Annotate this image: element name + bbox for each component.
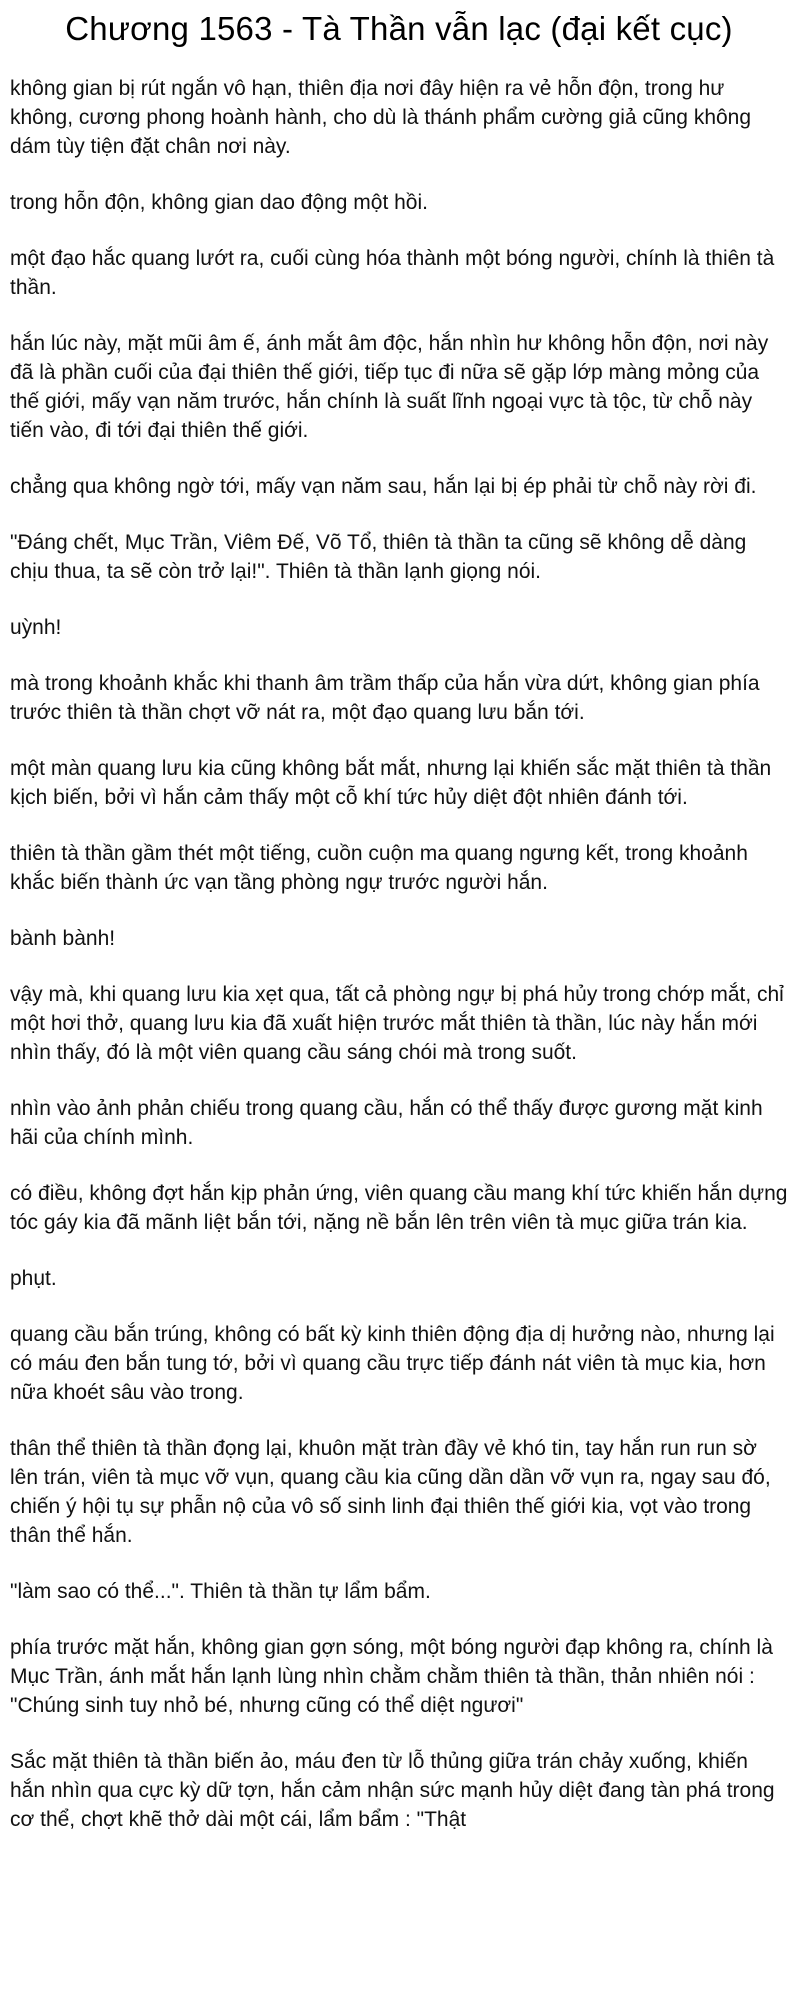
paragraph-8: mà trong khoảnh khắc khi thanh âm trầm thấp của hắn vừa dứt, không gian phía trước thiên tà thần chợt vỡ nát ra, một đạo quang lưu bắn tới. bbox=[10, 672, 760, 724]
paragraph-17: thân thể thiên tà thần đọng lại, khuôn mặt tràn đầy vẻ khó tin, tay hắn run run sờ lên trán, viên tà mục vỡ vụn, quang cầu kia cũng dần dần vỡ vụn ra, ngay sau đó, chiến ý hội tụ sự phẫn nộ của vô số sinh linh đại thiên thế giới kia, vọt vào trong thân thể hắn. bbox=[10, 1437, 771, 1547]
paragraph-13: nhìn vào ảnh phản chiếu trong quang cầu, hắn có thể thấy được gương mặt kinh hãi của chính mình. bbox=[10, 1097, 763, 1149]
paragraph-1: không gian bị rút ngắn vô hạn, thiên địa nơi đây hiện ra vẻ hỗn độn, trong hư không, cương phong hoành hành, cho dù là thánh phẩm cường giả cũng không dám tùy tiện đặt chân nơi này. bbox=[10, 77, 752, 158]
chapter-body bbox=[10, 74, 788, 1834]
paragraph-3: một đạo hắc quang lướt ra, cuối cùng hóa thành một bóng người, chính là thiên tà thần. bbox=[10, 247, 775, 299]
paragraph-15: phụt. bbox=[10, 1267, 57, 1290]
paragraph-18: "làm sao có thể...". Thiên tà thần tự lẩm bẩm. bbox=[10, 1580, 431, 1603]
paragraph-19: phía trước mặt hắn, không gian gợn sóng, một bóng người đạp không ra, chính là Mục Trần, ánh mắt hắn lạnh lùng nhìn chằm chằm thiên tà thần, thản nhiên nói : "Chúng sinh tuy nhỏ bé, nhưng cũng có thể diệt ngươi" bbox=[10, 1636, 773, 1717]
paragraph-7: uỳnh! bbox=[10, 616, 62, 639]
paragraph-5: chẳng qua không ngờ tới, mấy vạn năm sau, hắn lại bị ép phải từ chỗ này rời đi. bbox=[10, 475, 757, 498]
paragraph-14: có điều, không đợt hắn kịp phản ứng, viên quang cầu mang khí tức khiến hắn dựng tóc gáy kia đã mãnh liệt bắn tới, nặng nề bắn lên trên viên tà mục giữa trán kia. bbox=[10, 1182, 788, 1234]
paragraph-2: trong hỗn độn, không gian dao động một hồi. bbox=[10, 191, 428, 214]
paragraph-4: hắn lúc này, mặt mũi âm ế, ánh mắt âm độc, hắn nhìn hư không hỗn độn, nơi này đã là phần cuối của đại thiên thế giới, tiếp tục đi nữa sẽ gặp lớp màng mỏng của thế giới, mấy vạn năm trước, hắn chính là suất lĩnh ngoại vực tà tộc, từ chỗ này tiến vào, đi tới đại thiên thế giới. bbox=[10, 332, 769, 442]
chapter-title: Chương 1563 - Tà Thần vẫn lạc (đại kết cục) bbox=[65, 10, 733, 47]
paragraph-9: một màn quang lưu kia cũng không bắt mắt, nhưng lại khiến sắc mặt thiên tà thần kịch biến, bởi vì hắn cảm thấy một cỗ khí tức hủy diệt đột nhiên đánh tới. bbox=[10, 757, 772, 809]
paragraph-11: bành bành! bbox=[10, 927, 116, 950]
paragraph-16: quang cầu bắn trúng, không có bất kỳ kinh thiên động địa dị hưởng nào, nhưng lại có máu đen bắn tung tớ, bởi vì quang cầu trực tiếp đánh nát viên tà mục kia, hơn nữa khoét sâu vào trong. bbox=[10, 1323, 775, 1404]
paragraph-10: thiên tà thần gầm thét một tiếng, cuồn cuộn ma quang ngưng kết, trong khoảnh khắc biến thành ức vạn tầng phòng ngự trước người hắn. bbox=[10, 842, 748, 894]
paragraph-6: "Đáng chết, Mục Trần, Viêm Đế, Võ Tổ, thiên tà thần ta cũng sẽ không dễ dàng chịu thua, ta sẽ còn trở lại!". Thiên tà thần lạnh giọng nói. bbox=[10, 531, 747, 583]
paragraph-12: vậy mà, khi quang lưu kia xẹt qua, tất cả phòng ngự bị phá hủy trong chớp mắt, chỉ một hơi thở, quang lưu kia đã xuất hiện trước mắt thiên tà thần, lúc này hắn mới nhìn thấy, đó là một viên quang cầu sáng chói mà trong suốt. bbox=[10, 983, 784, 1064]
paragraph-20: Sắc mặt thiên tà thần biến ảo, máu đen từ lỗ thủng giữa trán chảy xuống, khiến hắn nhìn qua cực kỳ dữ tợn, hắn cảm nhận sức mạnh hủy diệt đang tàn phá trong cơ thể, chợt khẽ thở dài một cái, lẩm bẩm : "Thật bbox=[10, 1750, 775, 1831]
